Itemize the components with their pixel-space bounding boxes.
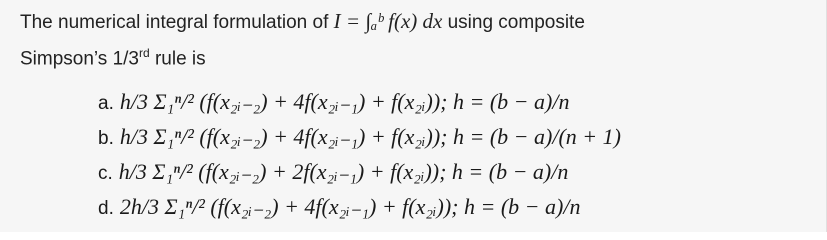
question-line2-pre: Simpson’s 1/3: [20, 48, 139, 70]
ordinal-superscript: rd: [139, 46, 150, 60]
option-label: c.: [98, 163, 113, 184]
integral-expression: I = ∫ₐᵇ f(x) dx: [333, 9, 443, 33]
question-line-1: [20, 6, 800, 38]
option-formula: h/3 Σ₁ⁿ/² (f(x₂ᵢ₋₂) + 4f(x₂ᵢ₋₁) + f(x₂ᵢ)); h = (b − a)/(n + 1): [119, 124, 621, 149]
question-line2-post: rule is: [149, 48, 206, 70]
option-b[interactable]: [98, 119, 798, 154]
option-formula: 2h/3 Σ₁ⁿ/² (f(x₂ᵢ₋₂) + 4f(x₂ᵢ₋₁) + f(x₂ᵢ)); h = (b − a)/n: [119, 194, 581, 219]
option-formula: h/3 Σ₁ⁿ/² (f(x₂ᵢ₋₂) + 2f(x₂ᵢ₋₁) + f(x₂ᵢ)); h = (b − a)/n: [118, 159, 569, 184]
option-a[interactable]: [98, 84, 798, 119]
option-c[interactable]: [98, 154, 798, 189]
question-text: [20, 6, 800, 74]
question-line-2: [20, 38, 800, 74]
option-label: b.: [98, 128, 114, 149]
question-line1-suffix: using composite: [447, 12, 585, 33]
option-label: a.: [98, 93, 114, 114]
answer-options: [98, 84, 798, 224]
option-label: d.: [98, 198, 114, 219]
question-prefix: The numerical integral formulation of: [20, 12, 329, 33]
option-formula: h/3 Σ₁ⁿ/² (f(x₂ᵢ₋₂) + 4f(x₂ᵢ₋₁) + f(x₂ᵢ)); h = (b − a)/n: [119, 89, 570, 114]
option-d[interactable]: [98, 189, 798, 224]
